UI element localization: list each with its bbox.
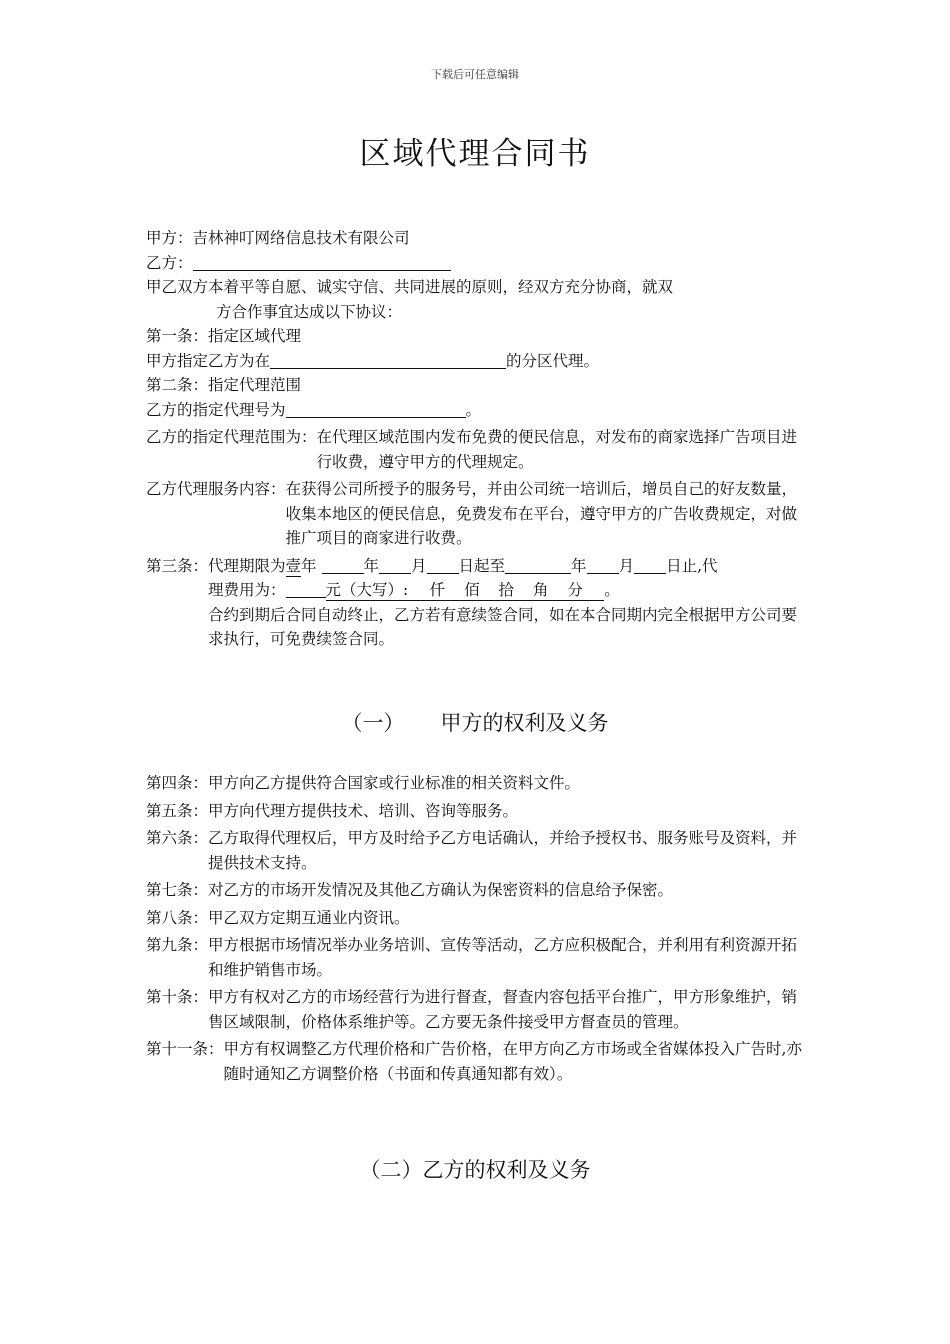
start-month-unit: 月 bbox=[411, 556, 427, 575]
clause-item bbox=[146, 771, 810, 796]
region-blank[interactable] bbox=[270, 350, 506, 369]
clause-text: 对乙方的市场开发情况及其他乙方确认为保密资料的信息给予保密。 bbox=[208, 881, 674, 899]
clause-label: 第七条： bbox=[146, 881, 209, 899]
clause-label: 第六条： bbox=[146, 829, 209, 847]
fee-amount-blank[interactable] bbox=[286, 579, 326, 598]
start-year-unit: 年 bbox=[363, 556, 380, 575]
end-year-blank[interactable] bbox=[505, 555, 571, 574]
party-b-label: 乙方： bbox=[146, 253, 193, 272]
term-years[interactable]: 壹 bbox=[285, 556, 302, 575]
clause-text: 甲方根据市场情况举办业务培训、宣传等活动，乙方应积极配合，并利用有利资源开拓和维护销售市场。 bbox=[208, 936, 798, 979]
party-b-blank[interactable] bbox=[193, 252, 451, 271]
article-3 bbox=[146, 554, 810, 652]
article-2-heading: 第二条：指定代理范围 bbox=[146, 376, 302, 394]
article-3-label: 第三条： bbox=[146, 556, 209, 575]
article-1-before: 甲方指定乙方为在 bbox=[146, 351, 271, 370]
clause-item bbox=[146, 799, 810, 824]
article-3-text bbox=[208, 554, 810, 652]
clause-text: 乙方取得代理权后，甲方及时给予乙方电话确认，并给予授权书、服务账号及资料，并提供技术支持。 bbox=[208, 829, 798, 872]
term-year-unit: 年 bbox=[301, 556, 317, 575]
fee-unit: 元（大写）: bbox=[325, 581, 409, 599]
document-title: 区域代理合同书 bbox=[359, 136, 591, 172]
clause-label: 第四条： bbox=[146, 774, 209, 792]
start-day-unit: 日起至 bbox=[458, 556, 506, 575]
agent-number-blank[interactable] bbox=[286, 399, 466, 418]
clause-text: 甲方向代理方提供技术、培训、咨询等服务。 bbox=[208, 801, 519, 820]
preamble-line-2: 方合作事宜达成以下协议： bbox=[216, 302, 403, 321]
article-1-after: 的分区代理。 bbox=[506, 351, 600, 370]
contract-body-top bbox=[146, 226, 810, 652]
clause-text: 甲乙双方定期互通业内资讯。 bbox=[208, 908, 410, 927]
section-1-title: 甲方的权利及义务 bbox=[440, 711, 609, 735]
agent-scope bbox=[146, 425, 810, 474]
clause-item bbox=[146, 1037, 810, 1086]
section-2-heading: （二）乙方的权利及义务 bbox=[359, 1158, 591, 1182]
section-1-number: （一） bbox=[341, 711, 405, 735]
article-1-heading: 第一条：指定区域代理 bbox=[146, 327, 302, 345]
fee-label: 理费用为： bbox=[208, 581, 286, 599]
end-month-blank[interactable] bbox=[587, 555, 619, 574]
start-day-blank[interactable] bbox=[427, 555, 459, 574]
clause-item bbox=[146, 985, 810, 1034]
end-day-blank[interactable] bbox=[634, 555, 666, 574]
contract-body-clauses bbox=[146, 771, 810, 1086]
clause-text: 甲方有权调整乙方代理价格和广告价格，在甲方向乙方市场或全省媒体投入广告时,亦随时通知乙方调整价格（书面和传真通知都有效）。 bbox=[223, 1040, 802, 1083]
start-month-blank[interactable] bbox=[379, 555, 411, 574]
agent-service-label: 乙方代理服务内容： bbox=[146, 480, 286, 498]
clause-text: 甲方有权对乙方的市场经营行为进行督查，督查内容包括平台推广，甲方形象维护，销售区域限制，价格体系维护等。乙方要无条件接受甲方督查员的管理。 bbox=[208, 988, 798, 1031]
fee-end: 。 bbox=[604, 581, 620, 599]
party-a: 甲方：吉林神叮网络信息技术有限公司 bbox=[146, 229, 410, 247]
article-3-term bbox=[146, 554, 810, 652]
end-month-unit: 月 bbox=[618, 556, 635, 575]
end-year-unit: 年 bbox=[571, 556, 587, 575]
term-label: 代理期限为 bbox=[208, 556, 286, 575]
agent-scope-label: 乙方的指定代理范围为： bbox=[146, 428, 317, 446]
clause-label: 第八条： bbox=[146, 908, 209, 927]
clause-label: 第九条： bbox=[146, 936, 209, 954]
start-year-blank[interactable] bbox=[322, 555, 364, 574]
article-1-text bbox=[146, 349, 810, 374]
agent-number-end: 。 bbox=[465, 400, 482, 419]
clause-label: 第十条： bbox=[146, 988, 209, 1006]
header-note: 下载后可任意编辑 bbox=[431, 68, 519, 81]
clause-text: 甲方向乙方提供符合国家或行业标准的相关资料文件。 bbox=[208, 774, 581, 792]
clause-label: 第十一条： bbox=[146, 1040, 224, 1058]
clause-item bbox=[146, 906, 810, 931]
agent-scope-text: 在代理区域范围内发布免费的便民信息，对发布的商家选择广告项目进行收费，遵守甲方的代理规定。 bbox=[316, 428, 798, 471]
agent-service-text: 在获得公司所授予的服务号，并由公司统一培训后，增员自己的好友数量，收集本地区的便民信息，免费发布在平台，遵守甲方的广告收费规定，对做推广项目的商家进行收费。 bbox=[285, 480, 798, 547]
renewal-text: 合约到期后合同自动终止，乙方若有意续签合同，如在本合同期内完全根据甲方公司要求执行，可免费续签合同。 bbox=[208, 605, 798, 648]
clause-label: 第五条： bbox=[146, 801, 209, 820]
clause-item bbox=[146, 878, 810, 903]
section-1-heading bbox=[0, 707, 950, 737]
clause-item bbox=[146, 826, 810, 875]
agent-number-label: 乙方的指定代理号为 bbox=[146, 400, 286, 419]
party-b bbox=[146, 251, 810, 276]
preamble-line-1: 甲乙双方本着平等自愿、诚实守信、共同进展的原则，经双方充分协商，就双 bbox=[146, 278, 674, 296]
agent-service bbox=[146, 477, 810, 551]
end-day-unit: 日止,代 bbox=[666, 556, 718, 575]
fee-amount-words[interactable]: 仟 佰 拾 角 分 bbox=[408, 581, 604, 601]
clause-item bbox=[146, 933, 810, 982]
agent-number-line bbox=[146, 398, 810, 423]
